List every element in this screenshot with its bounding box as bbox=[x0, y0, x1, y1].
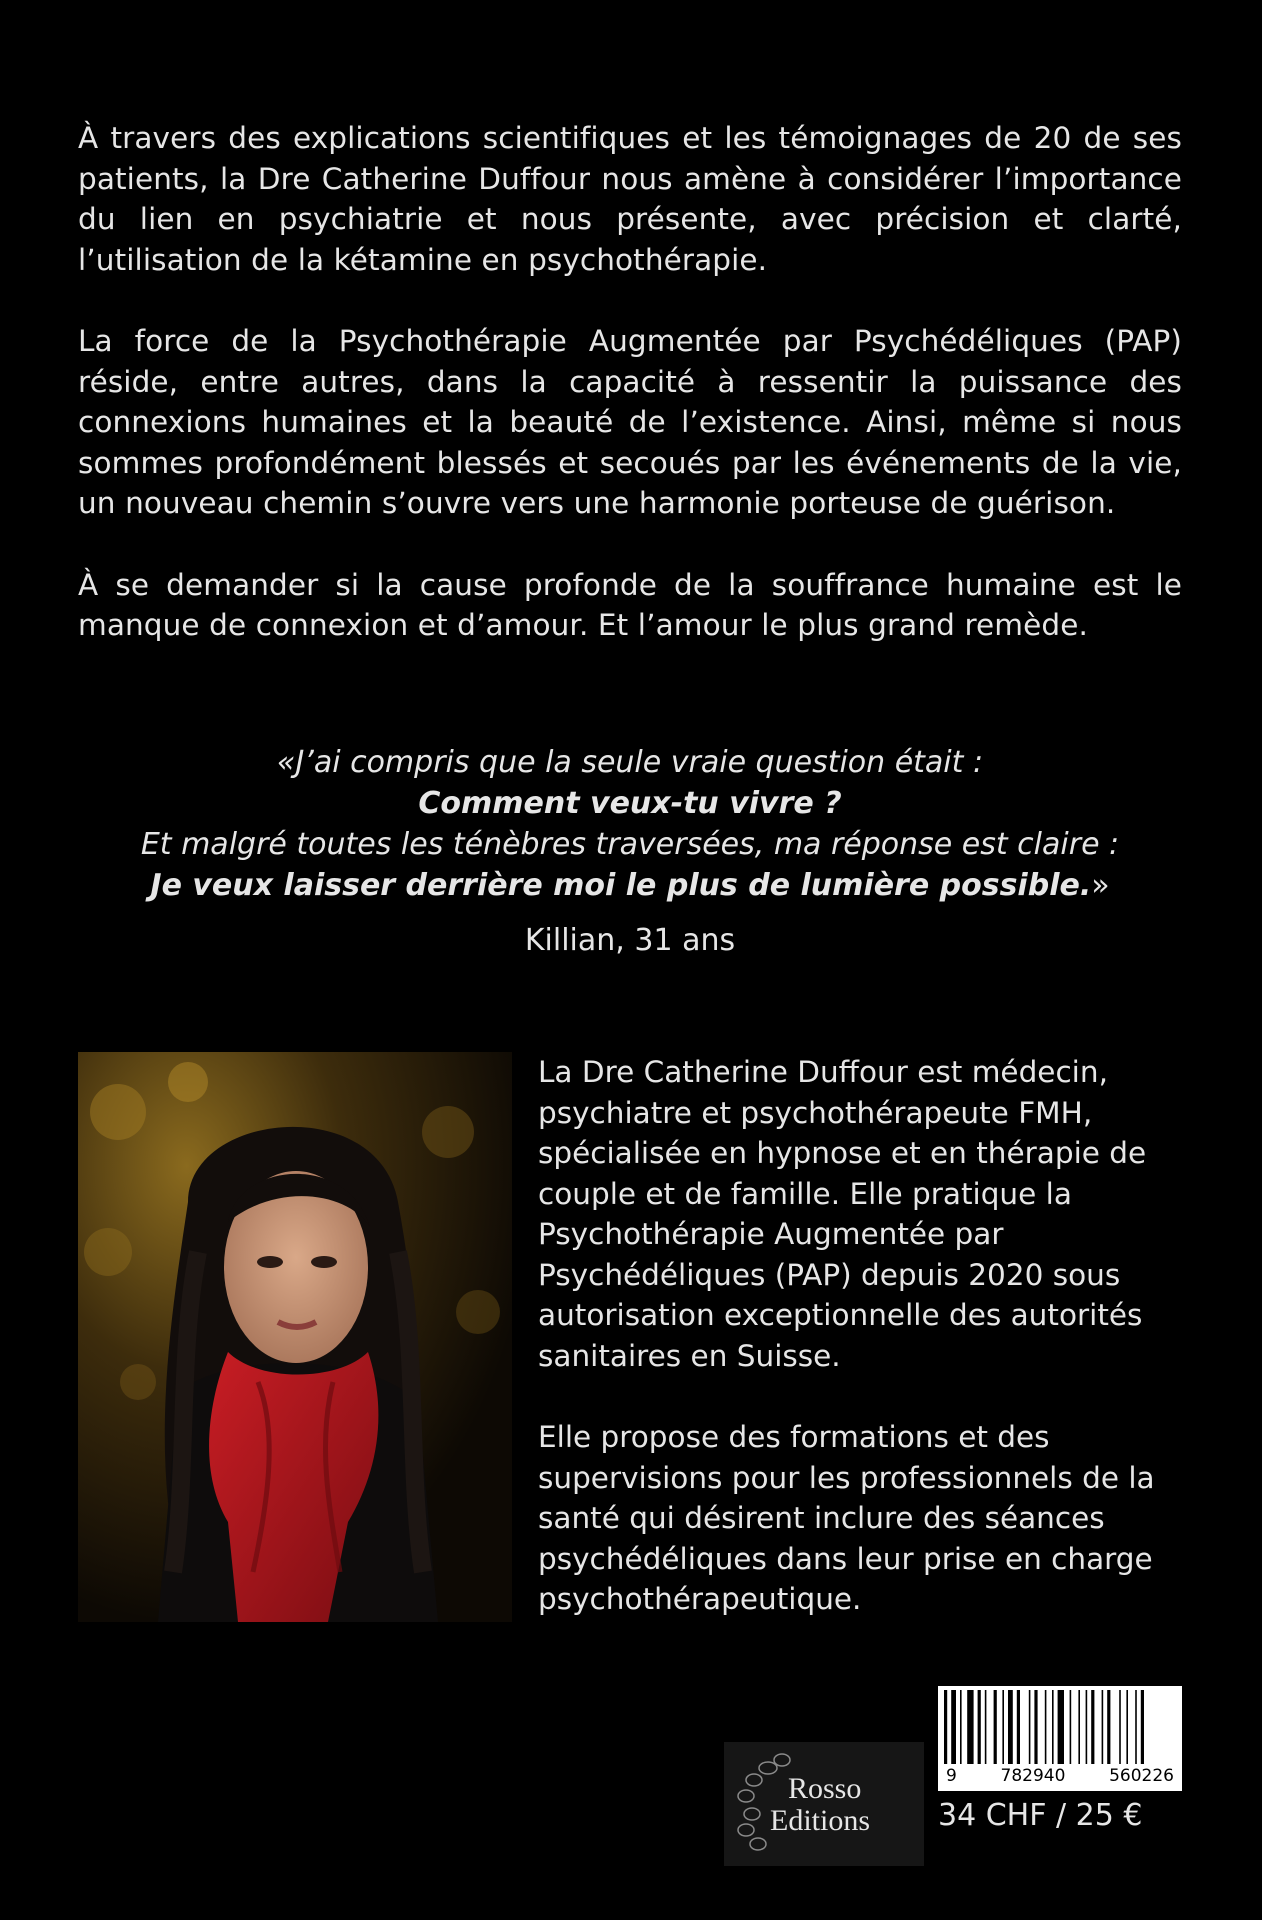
author-photo bbox=[78, 1052, 512, 1622]
isbn-digits bbox=[938, 1765, 1182, 1787]
isbn-barcode bbox=[938, 1686, 1182, 1791]
barcode-bar bbox=[951, 1690, 956, 1764]
quote-line-4-bold: Je veux laisser derrière moi le plus de lumière possible. bbox=[150, 868, 1092, 903]
barcode-bar bbox=[994, 1690, 997, 1764]
bio-paragraph-2: Elle propose des formations et des supervisions pour les professionnels de la santé qui désirent inclure des séances psychédéliques dans leur prise en charge psychothérapeutique. bbox=[538, 1420, 1155, 1616]
barcode-bar bbox=[960, 1690, 962, 1764]
blurb-paragraph-2: La force de la Psychothérapie Augmentée par Psychédéliques (PAP) réside, entre autres, dans la capacité à ressentir la puissance des connexions humaines et la beauté de l’existence. Ainsi, même si nous sommes profondément blessés et secoués par les événements de la vie, un nouveau chemin s’ouvre vers une harmonie porteuse de guérison. bbox=[78, 324, 1182, 520]
barcode-bar bbox=[1102, 1690, 1104, 1764]
barcode-bar bbox=[985, 1690, 987, 1764]
bio-paragraph-1: La Dre Catherine Duffour est médecin, psychiatre et psychothérapeute FMH, spécialisée en hypnose et en thérapie de couple et de famille. Elle pratique la Psychothérapie Augmentée par Psychédéliques (PAP) depuis 2020 sous autorisation exceptionnelle des autorités sanitaires en Suisse. bbox=[538, 1055, 1147, 1373]
barcode-bar bbox=[1086, 1690, 1088, 1764]
barcode-bar bbox=[1034, 1690, 1037, 1764]
barcode-bar bbox=[1029, 1690, 1031, 1764]
logo-line-2: Editions bbox=[770, 1804, 871, 1837]
barcode-bar bbox=[1045, 1690, 1047, 1764]
barcode-bar bbox=[1119, 1690, 1121, 1764]
publisher-logo bbox=[724, 1742, 924, 1866]
blurb-text bbox=[78, 118, 1182, 687]
barcode-bar bbox=[944, 1690, 947, 1764]
author-bio bbox=[538, 1052, 1178, 1661]
barcode-bar bbox=[1091, 1690, 1094, 1764]
barcode-bar bbox=[1008, 1690, 1013, 1764]
barcode-bar bbox=[1070, 1690, 1072, 1764]
barcode-bar bbox=[1078, 1690, 1080, 1764]
barcode-bar bbox=[978, 1690, 981, 1764]
quote-attribution: Killian, 31 ans bbox=[524, 923, 736, 958]
barcode-bar bbox=[1052, 1690, 1054, 1764]
quote-line-2: Comment veux-tu vivre ? bbox=[418, 786, 842, 821]
barcode-bar bbox=[1135, 1690, 1137, 1764]
testimonial-quote bbox=[78, 742, 1182, 961]
quote-line-1: «J’ai compris que la seule vraie question était : bbox=[276, 745, 984, 780]
barcode-bars bbox=[938, 1686, 1182, 1766]
barcode-bar bbox=[1017, 1690, 1020, 1764]
isbn-first-digit: 9 bbox=[946, 1766, 957, 1786]
blurb-paragraph-3: À se demander si la cause profonde de la souffrance humaine est le manque de connexion et d’amour. Et l’amour le plus grand remède. bbox=[78, 567, 1182, 642]
barcode-bar bbox=[1002, 1690, 1004, 1764]
blurb-paragraph-1: À travers des explications scientifiques et les témoignages de 20 de ses patients, la Dre Catherine Duffour nous amène à considérer l’importance du lien en psychiatrie et nous présente, avec précision et clarté, l’utilisation de la kétamine en psychothérapie. bbox=[78, 121, 1182, 277]
barcode-bar bbox=[1107, 1690, 1110, 1764]
barcode-bar bbox=[1126, 1690, 1128, 1764]
quote-close-mark: » bbox=[1091, 868, 1110, 903]
logo-line-1: Rosso bbox=[788, 1772, 862, 1805]
barcode-bar bbox=[1141, 1690, 1144, 1764]
isbn-group-1: 782940 bbox=[1000, 1766, 1066, 1786]
barcode-bar bbox=[1058, 1690, 1064, 1764]
quote-line-4 bbox=[78, 865, 1182, 906]
quote-line-3: Et malgré toutes les ténèbres traversées, ma réponse est claire : bbox=[140, 827, 1120, 862]
price-label: 34 CHF / 25 € bbox=[938, 1798, 1143, 1833]
barcode-bar bbox=[967, 1690, 973, 1764]
isbn-group-2: 560226 bbox=[1109, 1766, 1174, 1786]
